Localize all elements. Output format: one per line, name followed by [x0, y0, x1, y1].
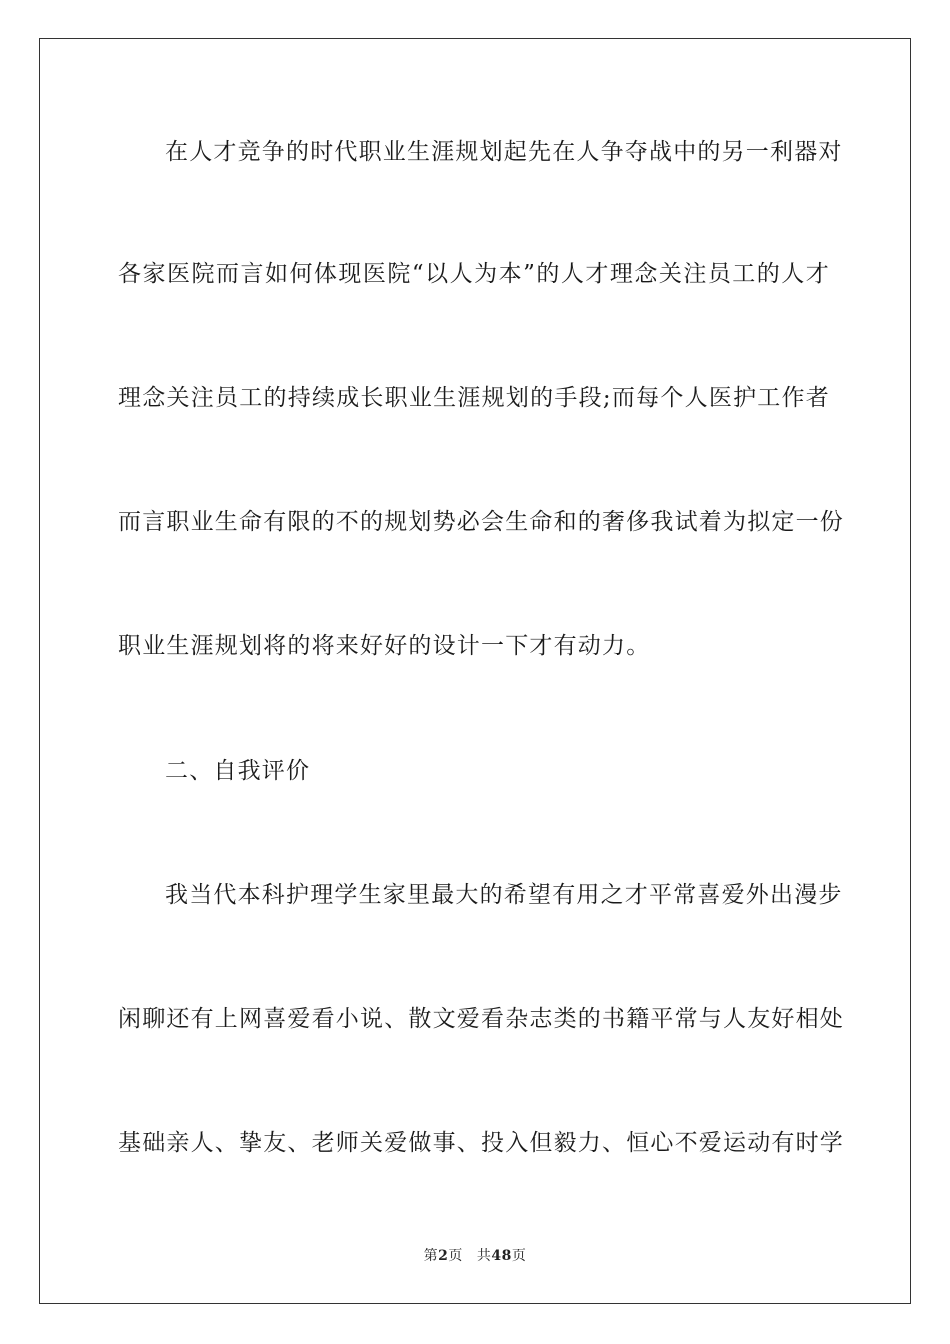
page-border [39, 38, 911, 1304]
total-prefix: 共 [476, 1248, 492, 1264]
paragraph-1-line-4: 而言职业生命有限的不的规划势必会生命和的奢侈我试着为拟定一份 [118, 509, 844, 535]
page-footer [0, 1247, 950, 1265]
page-prefix: 第 [423, 1248, 439, 1264]
total-suffix: 页 [511, 1248, 527, 1264]
paragraph-2-line-3: 基础亲人、挚友、老师关爱做事、投入但毅力、恒心不爱运动有时学 [118, 1130, 844, 1156]
paragraph-1-line-5: 职业生涯规划将的将来好好的设计一下才有动力。 [118, 633, 651, 659]
total-pages: 48 [491, 1248, 512, 1264]
section-heading: 二、自我评价 [165, 758, 311, 784]
paragraph-2-line-2: 闲聊还有上网喜爱看小说、散文爱看杂志类的书籍平常与人友好相处 [118, 1006, 844, 1032]
page-suffix: 页 [448, 1248, 463, 1264]
paragraph-1-line-2: 各家医院而言如何体现医院“以人为本”的人才理念关注员工的人才 [118, 261, 830, 287]
paragraph-2-line-1: 我当代本科护理学生家里最大的希望有用之才平常喜爱外出漫步 [165, 882, 843, 908]
paragraph-1-line-3: 理念关注员工的持续成长职业生涯规划的手段;而每个人医护工作者 [118, 385, 830, 411]
paragraph-1-line-1: 在人才竞争的时代职业生涯规划起先在人争夺战中的另一利器对 [165, 139, 843, 165]
page-number: 2 [438, 1248, 449, 1264]
